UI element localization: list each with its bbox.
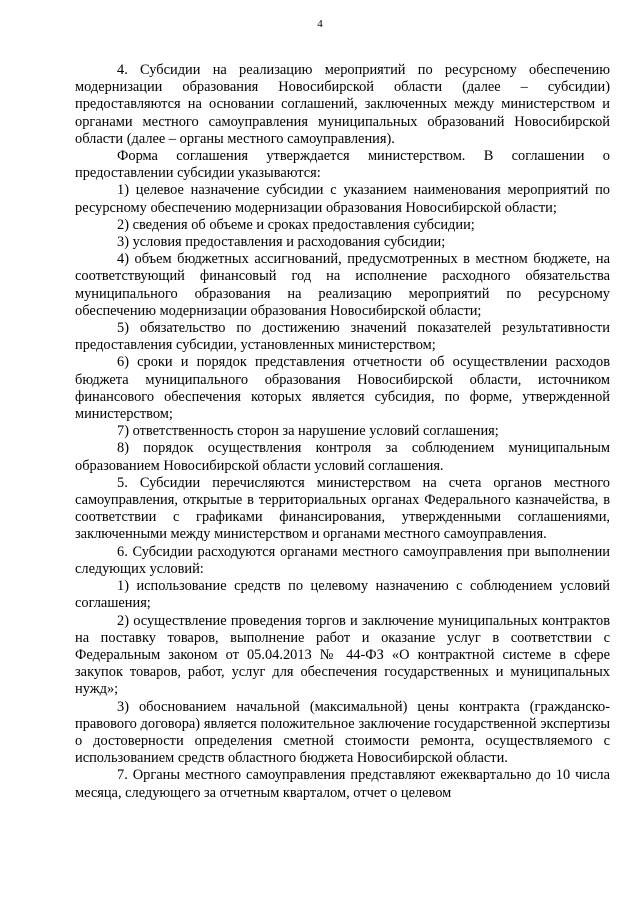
paragraph-item-7: 7. Органы местного самоуправления представляют ежеквартально до 10 числа месяца, следующего за отчетным кварталом, отчет о целевом	[75, 767, 610, 801]
list-item: 8) порядок осуществления контроля за соблюдением муниципальным образованием Новосибирской области условий соглашения.	[75, 440, 610, 474]
list-item: 2) сведения об объеме и сроках предоставления субсидии;	[117, 216, 475, 233]
list-item: 2) осуществление проведения торгов и заключение муниципальных контрактов на поставку товаров, выполнение работ и оказание услуг в соответствии с Федеральным законом от 05.04.2013 № 44-ФЗ «О контрактной системе в сфере закупок товаров, работ, услуг для обеспечения государственных и муниципальных нужд»;	[75, 612, 610, 698]
document-body	[75, 62, 610, 802]
list-item: 4) объем бюджетных ассигнований, предусмотренных в местном бюджете, на соответствующий финансовый год на исполнение расходного обязательства муниципального образования на реализацию мероприятий по ресурсному обеспечению модернизации образования Новосибирской области;	[75, 251, 610, 319]
list-item: 1) использование средств по целевому назначению с соблюдением условий соглашения;	[75, 578, 610, 612]
list-item: 5) обязательство по достижению значений показателей результативности предоставления субсидии, установленных министерством;	[75, 320, 610, 354]
list-item: 3) обоснованием начальной (максимальной) цены контракта (гражданско-правового договора) является положительное заключение государственной экспертизы о достоверности определения сметной стоимости ремонта, осуществляемого с использованием средств областного бюджета Новосибирской области.	[75, 698, 610, 767]
list-item: 1) целевое назначение субсидии с указанием наименования мероприятий по ресурсному обеспечению модернизации образования Новосибирской области;	[75, 182, 610, 216]
paragraph-item-5: 5. Субсидии перечисляются министерством на счета органов местного самоуправления, открытые в территориальных органах Федерального казначейства, в соответствии с графиками финансирования, утвержденными соглашениями, заключенными между министерством и органами местного самоуправления.	[75, 474, 610, 543]
paragraph-item-4: 4. Субсидии на реализацию мероприятий по ресурсному обеспечению модернизации образования Новосибирской области (далее – субсидии) предоставляются на основании соглашений, заключенных между министерством и органами местного самоуправления муниципальных образований Новосибирской области (далее – органы местного самоуправления).	[75, 62, 610, 147]
list-item: 3) условия предоставления и расходования субсидии;	[117, 234, 446, 251]
paragraph-agreement-form: Форма соглашения утверждается министерством. В соглашении о предоставлении субсидии указываются:	[75, 148, 610, 182]
list-item: 7) ответственность сторон за нарушение условий соглашения;	[117, 423, 499, 440]
paragraph-item-6: 6. Субсидии расходуются органами местного самоуправления при выполнении следующих условий:	[75, 543, 610, 577]
page-number: 4	[317, 18, 323, 30]
list-item: 6) сроки и порядок представления отчетности об осуществлении расходов бюджета муниципального образования Новосибирской области, источником финансового обеспечения которых является субсидия, по форме, утвержденной министерством;	[75, 354, 610, 423]
